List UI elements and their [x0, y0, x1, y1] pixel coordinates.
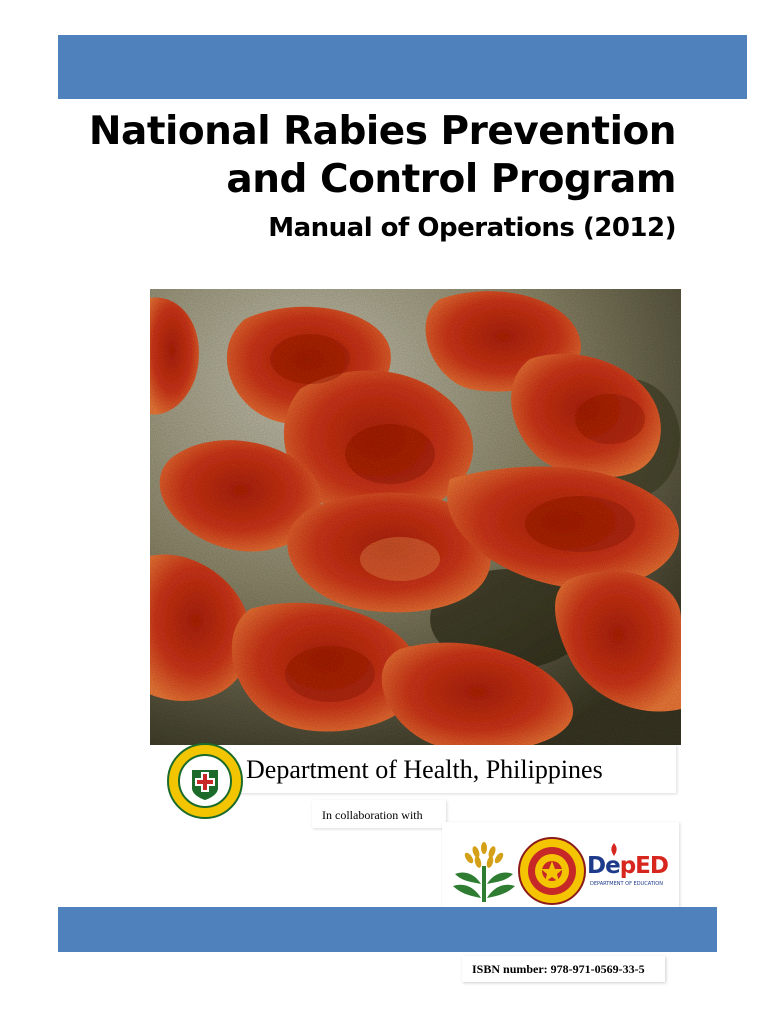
top-color-band [58, 35, 747, 99]
rabies-virus-micrograph [150, 289, 681, 745]
title-line-2: and Control Program [226, 157, 676, 202]
rice-stalk-icon [451, 840, 517, 904]
deped-logo [587, 843, 667, 898]
deped-subtext: DEPARTMENT OF EDUCATION [590, 881, 663, 887]
dilg-seal-icon [518, 837, 586, 905]
doh-seal-icon [166, 742, 244, 820]
collaboration-label: In collaboration with [322, 808, 423, 822]
subtitle: Manual of Operations (2012) [268, 213, 676, 243]
deped-wordmark: DepED [587, 853, 668, 879]
cover-title [89, 108, 676, 250]
bottom-color-band [58, 907, 717, 952]
department-name: Department of Health, Philippines [246, 755, 603, 784]
title-line-1: National Rabies Prevention [88, 109, 676, 154]
isbn-number: ISBN number: 978-971-0569-33-5 [472, 962, 645, 976]
